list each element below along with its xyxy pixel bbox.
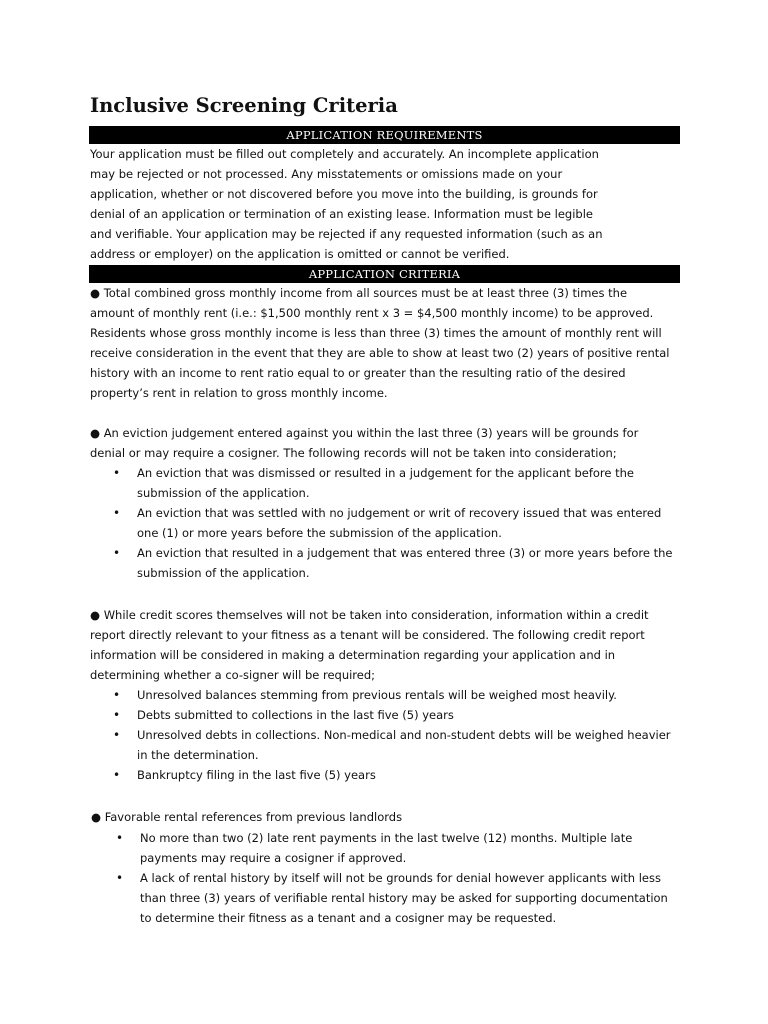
criteria-header-bar: APPLICATION CRITERIA xyxy=(89,265,680,283)
income-paragraph xyxy=(90,283,670,403)
eviction-paragraph xyxy=(90,423,638,463)
references-list xyxy=(116,828,678,928)
list-item: • Debts submitted to collections in the last five (5) years xyxy=(113,705,683,725)
text-line: application, whether or not discovered before you move into the building, is grounds for xyxy=(90,187,598,201)
text-line: receive consideration in the event that they are able to show at least two (2) years of positive rental xyxy=(90,346,670,360)
text-line: may be rejected or not processed. Any misstatements or omissions made on your xyxy=(90,167,563,181)
text-line: amount of monthly rent (i.e.: $1,500 monthly rent x 3 = $4,500 monthly income) to be approved. xyxy=(90,306,654,320)
list-item: • Unresolved balances stemming from previous rentals will be weighed most heavily. xyxy=(113,685,683,705)
list-item: • A lack of rental history by itself will not be grounds for denial however applicants with less than three (3) years of verifiable rental history may be asked for supporting documentation to determine their fitness as a tenant and a cosigner may be requested. xyxy=(116,868,678,928)
text-line: denial or may require a cosigner. The following records will not be taken into consideration; xyxy=(90,446,617,460)
list-item: • An eviction that was settled with no judgement or writ of recovery issued that was entered one (1) or more years before the submission of the application. xyxy=(113,503,683,543)
eviction-exceptions-list xyxy=(113,463,683,583)
text-line: ● An eviction judgement entered against you within the last three (3) years will be grounds for xyxy=(90,426,639,440)
list-item: • Unresolved debts in collections. Non-medical and non-student debts will be weighed heavier in the determination. xyxy=(113,725,683,765)
text-line: determining whether a co-signer will be required; xyxy=(90,668,376,682)
requirements-header-bar: APPLICATION REQUIREMENTS xyxy=(89,126,680,144)
references-paragraph xyxy=(91,807,402,827)
requirements-paragraph xyxy=(90,144,603,264)
text-line: ● While credit scores themselves will not be taken into consideration, information within a credit xyxy=(90,608,649,622)
credit-factors-list xyxy=(113,685,683,785)
text-line: Your application must be filled out completely and accurately. An incomplete application xyxy=(90,147,599,161)
text-line: ● Total combined gross monthly income from all sources must be at least three (3) times the xyxy=(90,286,628,300)
list-item: • No more than two (2) late rent payments in the last twelve (12) months. Multiple late payments may require a cosigner if approved. xyxy=(116,828,678,868)
text-line: and verifiable. Your application may be rejected if any requested information (such as an xyxy=(90,227,603,241)
list-item: • Bankruptcy filing in the last five (5) years xyxy=(113,765,683,785)
credit-paragraph xyxy=(90,605,649,685)
page-title: Inclusive Screening Criteria xyxy=(90,94,398,117)
text-line: property’s rent in relation to gross monthly income. xyxy=(90,386,388,400)
text-line: denial of an application or termination of an existing lease. Information must be legible xyxy=(90,207,594,221)
list-item: • An eviction that was dismissed or resulted in a judgement for the applicant before the submission of the application. xyxy=(113,463,683,503)
list-item: • An eviction that resulted in a judgement that was entered three (3) or more years before the submission of the application. xyxy=(113,543,683,583)
text-line: address or employer) on the application is omitted or cannot be verified. xyxy=(90,247,510,261)
text-line: ● Favorable rental references from previous landlords xyxy=(91,810,403,824)
text-line: report directly relevant to your fitness as a tenant will be considered. The following credit report xyxy=(90,628,645,642)
text-line: Residents whose gross monthly income is less than three (3) times the amount of monthly rent will xyxy=(90,326,662,340)
text-line: history with an income to rent ratio equal to or greater than the resulting ratio of the desired xyxy=(90,366,626,380)
text-line: information will be considered in making a determination regarding your application and in xyxy=(90,648,616,662)
